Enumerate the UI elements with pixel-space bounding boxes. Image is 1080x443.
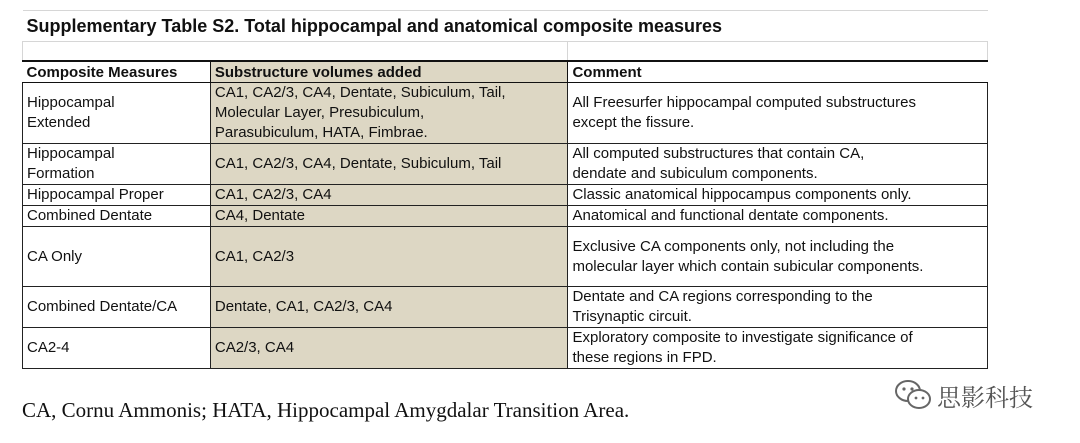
- spacer-cell: [568, 42, 988, 62]
- cell-substructures: [210, 206, 568, 227]
- cell-line: Trisynaptic circuit.: [572, 308, 692, 325]
- cell-line: All computed substructures that contain CA,: [572, 145, 865, 162]
- cell-substructures: [210, 185, 568, 206]
- cell-comment: [568, 206, 988, 227]
- cell-line: molecular layer which contain subicular components.: [572, 257, 924, 275]
- cell-line: CA2-4: [27, 339, 70, 356]
- column-header-comment: Comment: [568, 61, 988, 83]
- table-header-row: [23, 61, 988, 83]
- cell-line: CA1, CA2/3, CA4: [214, 186, 332, 203]
- cell-composite-measure: [23, 206, 211, 227]
- cell-line: Combined Dentate/CA: [27, 298, 178, 315]
- table-row: [23, 227, 988, 287]
- cell-line: Hippocampal Proper: [27, 186, 164, 203]
- cell-substructures: [210, 83, 568, 144]
- cell-line: CA1, CA2/3, CA4, Dentate, Subiculum, Tail,: [214, 84, 506, 101]
- cell-line: CA2/3, CA4: [214, 339, 295, 356]
- table-row: [23, 287, 988, 328]
- cell-line: Formation: [27, 165, 95, 182]
- table-title: Supplementary Table S2. Total hippocampal and anatomical composite measures: [23, 11, 988, 42]
- cell-composite-measure: [23, 185, 211, 206]
- table-caption: CA, Cornu Ammonis; HATA, Hippocampal Amygdalar Transition Area.: [22, 398, 630, 422]
- cell-line: Molecular Layer, Presubiculum,: [214, 104, 425, 121]
- cell-composite-measure: [23, 227, 211, 287]
- cell-substructures: [210, 328, 568, 369]
- cell-line: Exclusive CA components only, not including the: [572, 237, 895, 255]
- cell-line: Exploratory composite to investigate significance of: [572, 329, 913, 346]
- watermark-text: 思影科技: [937, 383, 1033, 412]
- cell-line: Parasubiculum, HATA, Fimbrae.: [214, 124, 428, 141]
- cell-comment: [568, 227, 988, 287]
- cell-line: Anatomical and functional dentate components.: [572, 207, 889, 224]
- cell-line: All Freesurfer hippocampal computed substructures: [572, 94, 916, 111]
- wechat-icon: [893, 378, 933, 412]
- cell-line: Combined Dentate: [27, 207, 153, 224]
- cell-line: except the fissure.: [572, 114, 695, 131]
- cell-line: dendate and subiculum components.: [572, 165, 818, 182]
- cell-line: CA1, CA2/3, CA4, Dentate, Subiculum, Tail: [214, 155, 502, 172]
- table-row: [23, 206, 988, 227]
- watermark: [893, 375, 1033, 415]
- table-row: [23, 328, 988, 369]
- cell-comment: [568, 185, 988, 206]
- cell-line: these regions in FPD.: [572, 349, 717, 366]
- spacer-cell: [210, 42, 568, 62]
- cell-line: CA Only: [27, 247, 83, 265]
- column-header-substructure-volumes: Substructure volumes added: [210, 61, 568, 83]
- cell-substructures: [210, 227, 568, 287]
- cell-composite-measure: [23, 287, 211, 328]
- table-row: [23, 83, 988, 144]
- cell-comment: [568, 144, 988, 185]
- cell-substructures: [210, 287, 568, 328]
- cell-line: CA1, CA2/3: [214, 247, 295, 265]
- supplementary-table: [22, 10, 988, 369]
- cell-comment: [568, 287, 988, 328]
- cell-composite-measure: [23, 144, 211, 185]
- table-row: [23, 144, 988, 185]
- cell-substructures: [210, 144, 568, 185]
- spacer-cell: [23, 42, 211, 62]
- column-header-composite-measures: Composite Measures: [23, 61, 211, 83]
- cell-line: Hippocampal: [27, 94, 115, 111]
- table-row: [23, 185, 988, 206]
- cell-line: CA4, Dentate: [214, 207, 305, 224]
- cell-line: Extended: [27, 114, 91, 131]
- cell-composite-measure: [23, 328, 211, 369]
- cell-line: Hippocampal: [27, 145, 115, 162]
- cell-line: Dentate and CA regions corresponding to the: [572, 288, 873, 305]
- cell-line: Dentate, CA1, CA2/3, CA4: [214, 298, 393, 315]
- cell-composite-measure: [23, 83, 211, 144]
- cell-comment: [568, 83, 988, 144]
- cell-comment: [568, 328, 988, 369]
- cell-line: Classic anatomical hippocampus components only.: [572, 186, 912, 203]
